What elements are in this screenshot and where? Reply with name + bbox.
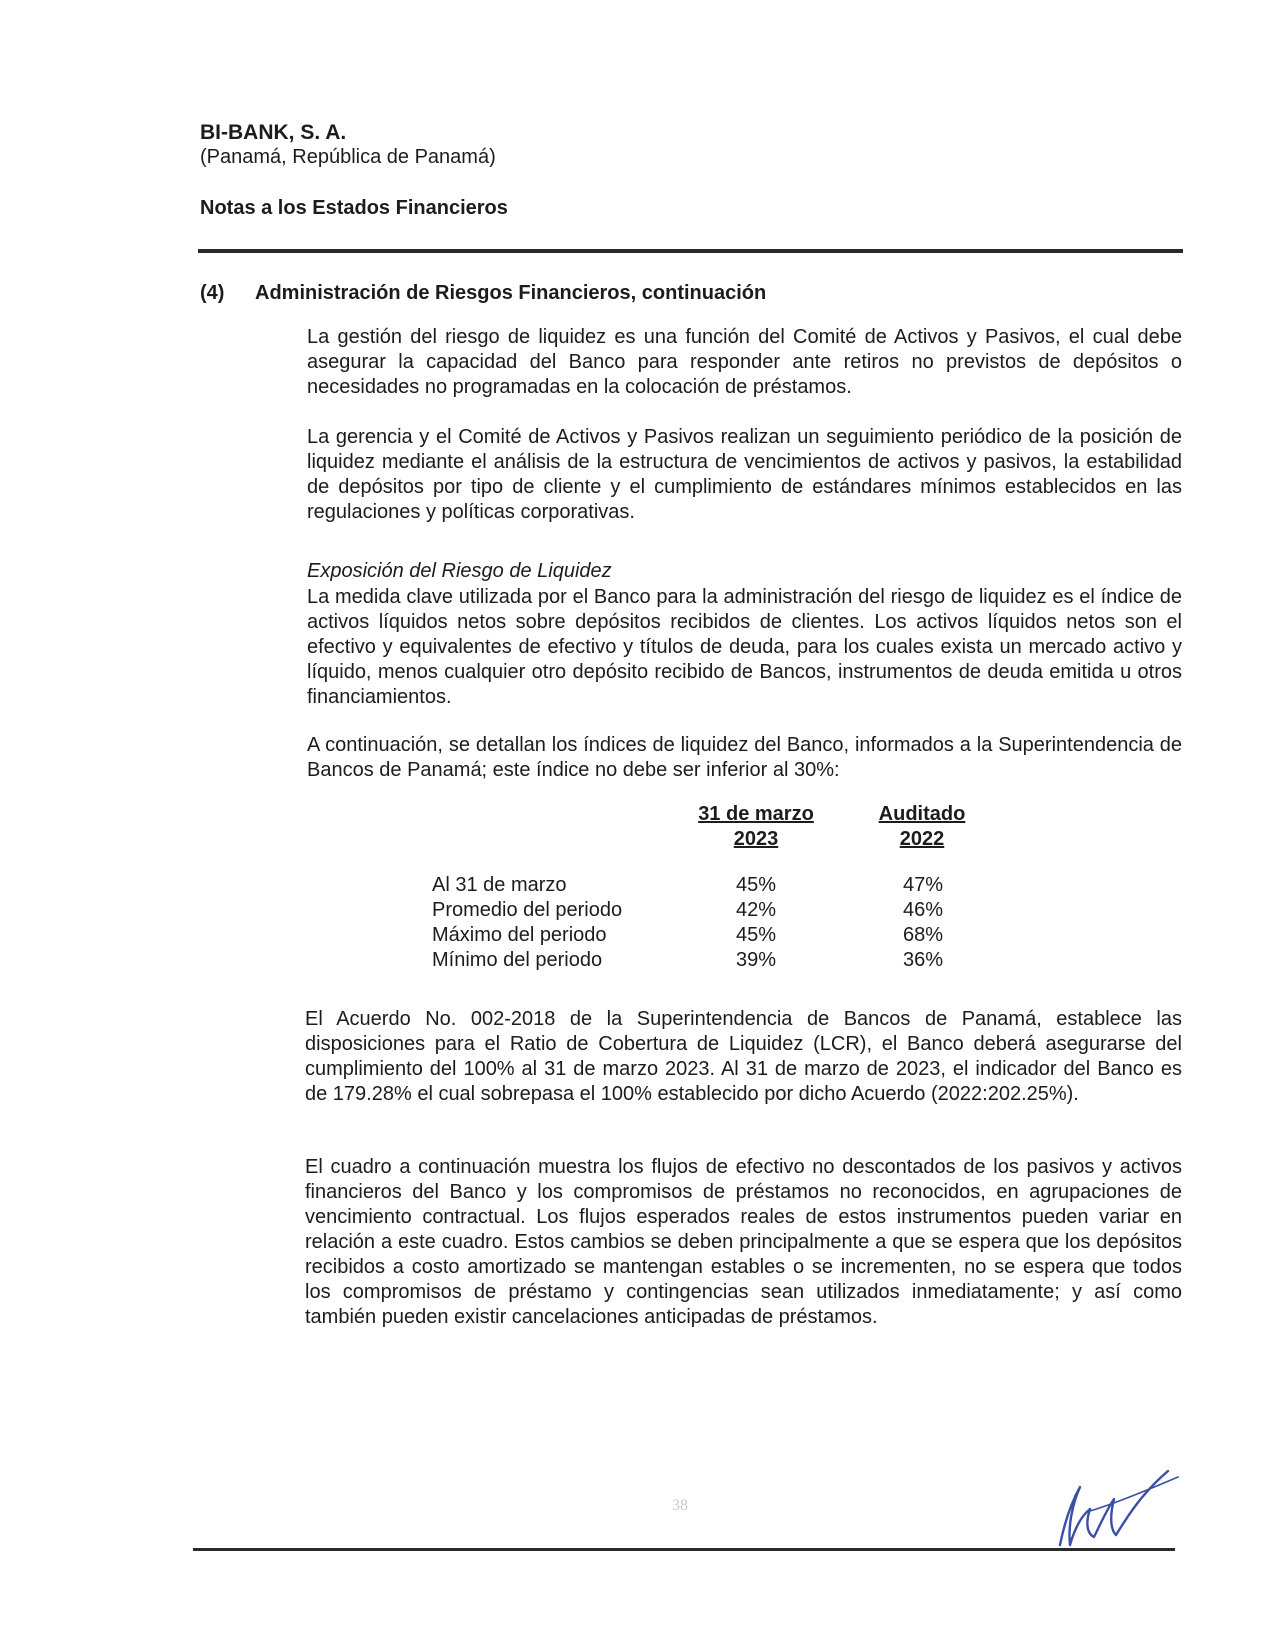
section-number: (4) [200,282,225,304]
table-row-label: Mínimo del periodo [432,949,603,971]
company-location: (Panamá, República de Panamá) [200,146,496,168]
paragraph-liquidity-monitoring: La gerencia y el Comité de Activos y Pasivos realizan un seguimiento periódico de la posición de liquidez mediante el análisis de la estructura de vencimientos de activos y pasivos, la estabilidad de depósitos por tipo de cliente y el cumplimiento de estándares mínimos establecidos en las regulaciones y políticas corporativas. [307,426,1182,523]
table-cell-2023: 39% [735,949,777,971]
page-number: 38 [672,1497,688,1514]
column-header-2022-line1: Auditado [878,803,966,825]
paragraph-liquidity-management: La gestión del riesgo de liquidez es una función del Comité de Activos y Pasivos, el cual debe asegurar la capacidad del Banco para responder ante retiros no previstos de depósitos o necesidades no programadas en la colocación de préstamos. [307,326,1182,398]
subheading-liquidity-exposure: Exposición del Riesgo de Liquidez [307,560,612,582]
table-row-label: Promedio del periodo [432,899,623,921]
paragraph-key-measure: La medida clave utilizada por el Banco para la administración del riesgo de liquidez es el índice de activos líquidos netos sobre depósitos recibidos de clientes. Los activos líquidos netos son el efectivo y equivalentes de efectivo y títulos de deuda, para los cuales exista un mercado activo y líquido, menos cualquier otro depósito recibido de Bancos, instrumentos de deuda emitida u otros financiamientos. [307,586,1182,708]
table-cell-2022: 47% [902,874,944,896]
paragraph-lcr-agreement: El Acuerdo No. 002-2018 de la Superintendencia de Bancos de Panamá, establece las disposiciones para el Ratio de Cobertura de Liquidez (LCR), el Banco deberá asegurarse del cumplimiento del 100% al 31 de marzo 2023. Al 31 de marzo de 2023, el indicador del Banco es de 179.28% el cual sobrepasa el 100% establecido por dicho Acuerdo (2022:202.25%). [305,1008,1182,1105]
table-cell-2023: 45% [735,874,777,896]
column-header-2023-line1: 31 de marzo [698,803,814,825]
column-header-2023-line2: 2023 [733,828,779,850]
paragraph-liquidity-indices-intro: A continuación, se detallan los índices de liquidez del Banco, informados a la Superintendencia de Bancos de Panamá; este índice no debe ser inferior al 30%: [307,734,1182,781]
table-cell-2023: 42% [735,899,777,921]
table-cell-2023: 45% [735,924,777,946]
paragraph-cash-flows: El cuadro a continuación muestra los flujos de efectivo no descontados de los pasivos y activos financieros del Banco y los compromisos de préstamos no reconocidos, en agrupaciones de vencimiento contractual. Los flujos esperados reales de estos instrumentos pueden variar en relación a este cuadro. Estos cambios se deben principalmente a que se espera que los depósitos recibidos a costo amortizado se mantengan estables o se incrementen, no se espera que todos los compromisos de préstamo y contingencias sean utilizados inmediatamente; y así como también pueden existir cancelaciones anticipadas de préstamos. [305,1156,1182,1328]
company-name: BI-BANK, S. A. [200,121,347,144]
header-divider [198,249,1183,253]
table-row-label: Máximo del periodo [432,924,607,946]
table-cell-2022: 36% [902,949,944,971]
document-title: Notas a los Estados Financieros [200,197,508,219]
column-header-2022-line2: 2022 [899,828,945,850]
signature-icon [1050,1465,1190,1555]
table-cell-2022: 68% [902,924,944,946]
table-cell-2022: 46% [902,899,944,921]
table-row-label: Al 31 de marzo [432,874,567,896]
section-title: Administración de Riesgos Financieros, continuación [255,282,767,304]
footer-divider [193,1548,1175,1551]
